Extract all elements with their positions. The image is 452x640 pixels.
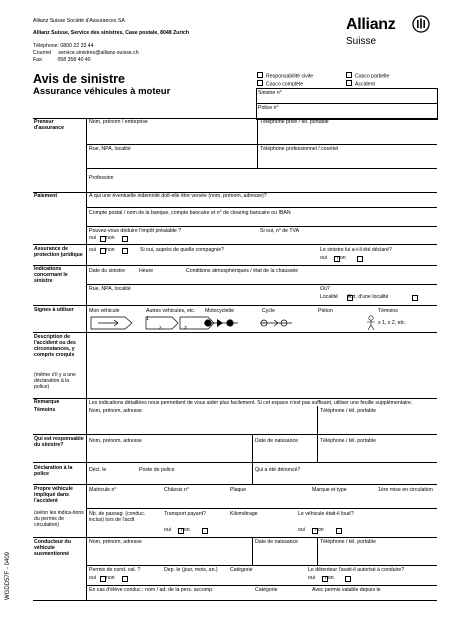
eleve-field[interactable]: En cas d'élève conduc.: nom / ad. de la pers. accomp. xyxy=(89,587,214,593)
police-decl-field[interactable]: Décl. le xyxy=(89,467,107,473)
place-field[interactable]: Rue, NPA, localité xyxy=(89,286,131,292)
description-note: (même s'il y a une déclaration à la police) xyxy=(34,372,76,390)
preneur-profession-field[interactable]: Profession xyxy=(89,175,114,181)
preneur-tel-private-field[interactable]: Téléphone privé / tél. portable xyxy=(260,119,329,125)
loue-non-checkbox[interactable] xyxy=(336,528,342,534)
sample-number-1: 1 xyxy=(146,316,149,322)
temoins-label: Témoins xyxy=(34,407,56,413)
car-arrow-icon xyxy=(91,317,132,329)
motorcycle-icon xyxy=(204,319,238,327)
protection-non-checkbox[interactable] xyxy=(122,248,128,254)
reference-box xyxy=(256,88,438,120)
transport-non-checkbox[interactable] xyxy=(202,528,208,534)
sample-number-3: 3 xyxy=(184,326,187,331)
categorie2-field[interactable]: Catégorie xyxy=(255,587,278,593)
fax-line: Fax: 058 358 40 40 xyxy=(33,57,91,63)
signe-autres-vehicules: Autres véhicules, etc. xyxy=(146,308,196,314)
protection-company-field[interactable]: Si oui, auprès de quelle compagnie? xyxy=(140,247,224,253)
remarque-text: Les indications détaillées nous permettent de vous aider plus facilement. Si cet espace n'est pas suffisant, utiliser une feuille supplémentaire. xyxy=(89,400,413,406)
casco-complete-label: Casco complète xyxy=(266,81,304,88)
detenteur-field: Le détenteur l'avait-il autorisé à conduire? xyxy=(308,567,405,573)
plaque-field[interactable]: Plaque xyxy=(230,487,247,493)
email-line: Courriel service.sinistres@allianz-suisse.ch xyxy=(33,50,139,56)
dep-field[interactable]: Dep. le (jour, mois, an.) xyxy=(164,567,218,573)
paiement-bank-field[interactable]: Compte postal / nom de la banque, compte bancaire et n° de clearing bancaire ou IBAN xyxy=(89,210,291,216)
permis-non-checkbox[interactable] xyxy=(122,576,128,582)
preneur-name-field[interactable]: Nom, prénom / entreprise xyxy=(89,119,148,125)
temoin-numbers: x 1, x 2, etc. xyxy=(378,320,406,326)
preneur-address-field[interactable]: Rue, NPA, localité xyxy=(89,146,131,152)
passagers-field[interactable]: Nb. de passag. (conduc. inclus) lors de l'acdt xyxy=(89,511,146,523)
paiement-question-field[interactable]: À qui une éventuelle indemnité doit-elle être versée (nom, prénom, adresse)? xyxy=(89,193,267,199)
ou-options: Localité Ext. d'une localité xyxy=(320,294,389,300)
tva-field[interactable]: Si oui, n° de TVA xyxy=(260,228,300,234)
detenteur-options: oui non xyxy=(308,575,334,581)
conducteur-label: Conducteur du véhicule susmentionné xyxy=(34,539,71,557)
ext-localite-checkbox[interactable] xyxy=(412,295,418,301)
casco-complete-checkbox[interactable] xyxy=(257,80,263,86)
marque-field[interactable]: Marque et type xyxy=(312,487,347,493)
police-no-field[interactable]: Police n° xyxy=(258,105,279,111)
coverage-accident[interactable] xyxy=(346,80,375,88)
accident-checkbox[interactable] xyxy=(346,80,352,86)
vehicule-label: Propre véhicule impliqué dans l'accident xyxy=(34,486,73,504)
tax-oui-checkbox[interactable] xyxy=(100,236,106,242)
sample-number-2: 2 xyxy=(159,326,162,331)
tax-options-label: oui non xyxy=(89,235,115,241)
temoins-name-field[interactable]: Nom, prénom, adresse xyxy=(89,408,142,414)
police-label: Déclaration à la police xyxy=(34,465,73,477)
loue-options: oui non xyxy=(298,527,324,533)
remarque-label: Remarque xyxy=(34,399,60,405)
loue-field: Le véhicule était-il loué? xyxy=(298,511,354,517)
matricule-field[interactable]: Matricule n° xyxy=(89,487,117,493)
transport-oui-checkbox[interactable] xyxy=(178,528,184,534)
logo-word: Allianz xyxy=(346,16,396,33)
permis-field: Permis de cond. val. ? xyxy=(89,567,141,573)
declared-non-checkbox[interactable] xyxy=(357,256,363,262)
description-area[interactable] xyxy=(87,333,437,398)
rc-checkbox[interactable] xyxy=(257,72,263,78)
declared-oui-checkbox[interactable] xyxy=(334,256,340,262)
page-title: Avis de sinistre xyxy=(33,72,125,86)
tax-question: Pouvez-vous déduire l'impôt préalable ? xyxy=(89,228,182,234)
description-label: Description de l'accident ou des circonstances, y compris croquis xyxy=(34,334,76,358)
responsable-tel-field[interactable]: Téléphone / tél. portable xyxy=(320,438,376,444)
permis-options: oui non xyxy=(89,575,115,581)
logo-sub: Suisse xyxy=(346,36,377,47)
page-subtitle: Assurance véhicules à moteur xyxy=(33,86,171,97)
categorie-field[interactable]: Catégorie xyxy=(230,567,253,573)
permis-oui-checkbox[interactable] xyxy=(100,576,106,582)
temoins-tel-field[interactable]: Téléphone / tél. portable xyxy=(320,408,376,414)
signe-cycle: Cycle xyxy=(262,308,275,314)
loue-oui-checkbox[interactable] xyxy=(312,528,318,534)
casco-partielle-checkbox[interactable] xyxy=(346,72,352,78)
transport-field: Transport payant? xyxy=(164,511,206,517)
protection-declared-options: oui non xyxy=(320,255,346,261)
coverage-casco-partielle[interactable] xyxy=(346,72,389,80)
ou-label: Où? xyxy=(320,286,330,292)
vehicule-sublabel: (selon les indica-tions du permis de circulation) xyxy=(34,510,84,528)
form-code: WGDD57F - 0409 xyxy=(5,551,11,600)
protection-declared-q: Le sinistre lui a-t-il été déclaré? xyxy=(320,247,392,253)
accident-label: Accident xyxy=(355,81,375,88)
rc-label: Responsabilité civile xyxy=(266,73,313,80)
conducteur-tel-field[interactable]: Téléphone / tél. portable xyxy=(320,539,376,545)
indications-label: Indications concernant le sinistre xyxy=(34,266,68,284)
signe-mon-vehicule: Mon véhicule xyxy=(89,308,120,314)
allianz-eagle-icon xyxy=(412,15,430,33)
transport-options: oui non xyxy=(164,527,190,533)
protection-label: Assurance de protection juridique xyxy=(34,246,83,258)
preneur-label: Preneur d'assurance xyxy=(34,119,65,131)
other-vehicles-icon xyxy=(146,317,214,329)
signe-motocyclette: Motocyclette xyxy=(205,308,235,314)
pedestrian-icon xyxy=(367,316,375,330)
signs-symbols xyxy=(88,314,388,332)
police-denonce-field[interactable]: Qui a été dénoncé? xyxy=(255,467,301,473)
sinistre-no-field[interactable]: Sinistre n° xyxy=(258,90,282,96)
phone-line: Téléphone: 0800 22 33 44 xyxy=(33,43,94,49)
conducteur-birth-field[interactable]: Date de naissance xyxy=(255,539,298,545)
conditions-field[interactable]: Conditions atmosphériques / état de la chaussée xyxy=(186,268,299,274)
signes-label: Signes à utiliser xyxy=(34,307,74,313)
chassis-field[interactable]: Châssis n° xyxy=(164,487,189,493)
avec-permis-field[interactable]: Avec permis valable depuis le xyxy=(312,587,381,593)
tax-non-checkbox[interactable] xyxy=(122,236,128,242)
signe-temoins: Témoins xyxy=(378,308,398,314)
heure-field[interactable]: Heure xyxy=(139,268,154,274)
coverage-rc[interactable] xyxy=(257,72,313,80)
detenteur-oui-checkbox[interactable] xyxy=(322,576,328,582)
responsable-label: Qui est responsable du sinistre? xyxy=(34,436,84,448)
bicycle-icon xyxy=(260,320,292,326)
responsable-name-field[interactable]: Nom, prénom, adresse xyxy=(89,438,142,444)
address-line: Allianz Suisse, Service des sinistres, Case postale, 8048 Zurich xyxy=(33,30,189,36)
police-poste-field[interactable]: Poste de police xyxy=(139,467,175,473)
conducteur-name-field[interactable]: Nom, prénom, adresse xyxy=(89,539,142,545)
localite-checkbox[interactable] xyxy=(347,295,353,301)
preneur-tel-pro-field[interactable]: Téléphone professionnel / courriel xyxy=(260,146,339,152)
km-field[interactable]: Kilométrage xyxy=(230,511,258,517)
company-line: Allianz Suisse Société d'Assurances SA xyxy=(33,18,125,24)
mise-field[interactable]: 1ère mise en circulation xyxy=(378,487,433,493)
signe-pieton: Piéton xyxy=(318,308,333,314)
date-field[interactable]: Date du sinistre xyxy=(89,268,126,274)
protection-options: oui non xyxy=(89,247,115,253)
paiement-label: Paiement xyxy=(34,193,58,199)
protection-oui-checkbox[interactable] xyxy=(100,248,106,254)
detenteur-non-checkbox[interactable] xyxy=(345,576,351,582)
casco-partielle-label: Casco partielle xyxy=(355,73,390,80)
responsable-birth-field[interactable]: Date de naissance xyxy=(255,438,298,444)
allianz-logo xyxy=(346,16,395,47)
coverage-casco-complete[interactable] xyxy=(257,80,303,88)
